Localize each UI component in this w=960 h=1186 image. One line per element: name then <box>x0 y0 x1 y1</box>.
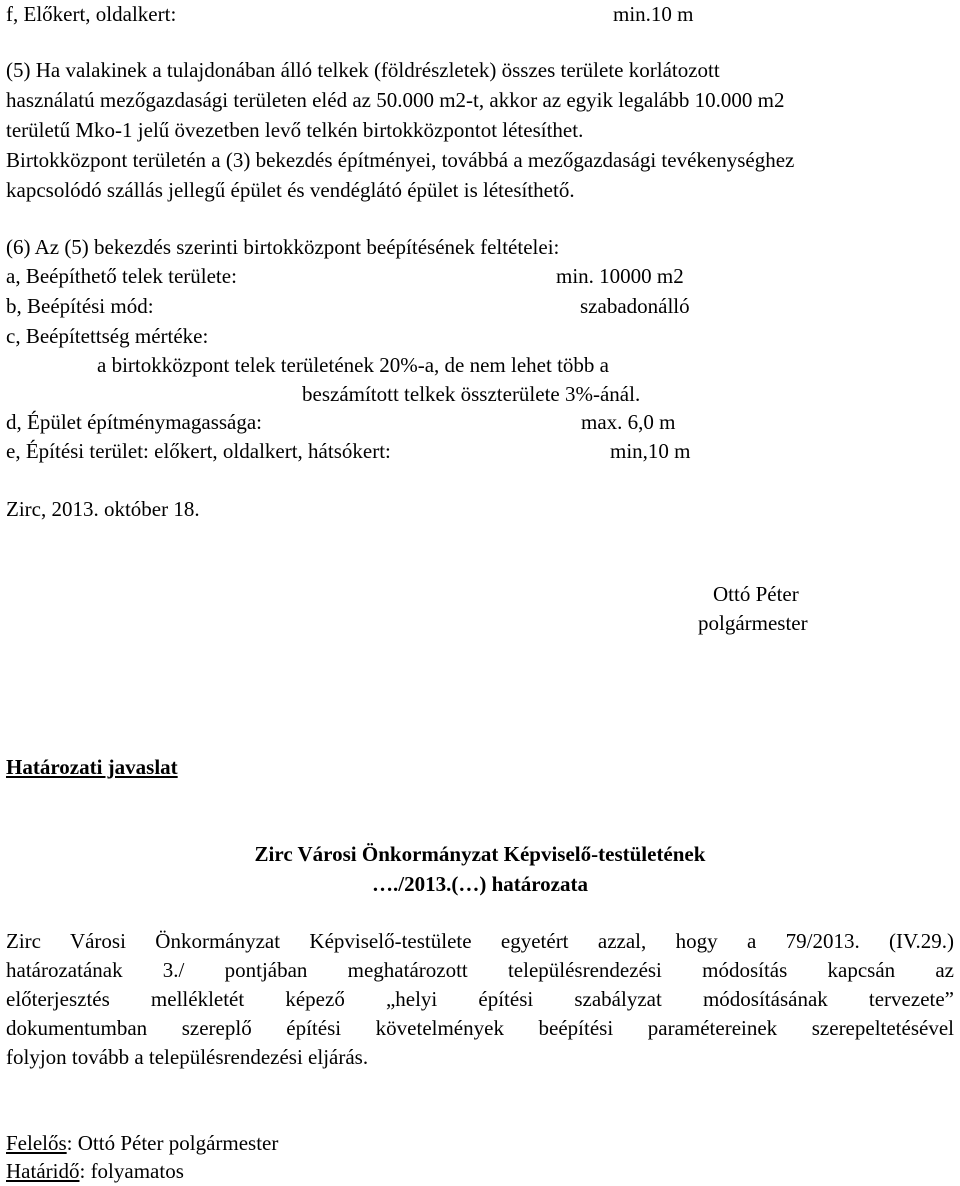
para5-line-1: (5) Ha valakinek a tulajdonában álló telkek (földrészletek) összes területe korlátozott <box>6 58 720 82</box>
resolution-text-line-3: előterjesztés mellékletét képező „helyi építési szabályzat módosításának tervezete” <box>6 987 954 1011</box>
para5-line-4: Birtokközpont területén a (3) bekezdés építményei, továbbá a mezőgazdasági tevékenységhez <box>6 148 795 172</box>
item-f-label: f, Előkert, oldalkert: <box>6 2 177 26</box>
item-f-value: min.10 m <box>613 2 694 26</box>
item-a-label: a, Beépíthető telek területe: <box>6 264 237 288</box>
responsible-label: Felelős <box>6 1131 67 1155</box>
item-c-line-2: beszámított telkek összterülete 3%-ánál. <box>302 382 641 406</box>
resolution-text-line-1: Zirc Városi Önkormányzat Képviselő-testülete egyetért azzal, hogy a 79/2013. (IV.29.) <box>6 929 954 953</box>
deadline-value: : folyamatos <box>79 1159 184 1183</box>
resolution-number: …./2013.(…) határozata <box>372 872 588 896</box>
item-c-line-1: a birtokközpont telek területének 20%-a, de nem lehet több a <box>97 353 609 377</box>
item-d-label: d, Épület építménymagassága: <box>6 410 263 434</box>
deadline-line <box>6 1161 184 1182</box>
item-c-label: c, Beépítettség mértéke: <box>6 324 209 348</box>
para5-line-5: kapcsolódó szállás jellegű épület és vendéglátó épület is létesíthető. <box>6 178 575 202</box>
resolution-text-line-4: dokumentumban szereplő építési követelmények beépítési paramétereinek szerepeltetésével <box>6 1016 954 1040</box>
resolution-text-line-5: folyjon tovább a településrendezési eljárás. <box>6 1045 369 1069</box>
item-b-value: szabadonálló <box>580 294 690 318</box>
item-e-value: min,10 m <box>610 439 691 463</box>
item-d-value: max. 6,0 m <box>581 410 676 434</box>
para5-line-2: használatú mezőgazdasági területen eléd az 50.000 m2-t, akkor az egyik legalább 10.000 m2 <box>6 88 785 112</box>
proposal-heading: Határozati javaslat <box>6 755 178 779</box>
item-a-value: min. 10000 m2 <box>556 264 684 288</box>
resolution-issuer: Zirc Városi Önkormányzat Képviselő-testületének <box>254 842 706 866</box>
item-e-label: e, Építési terület: előkert, oldalkert, hátsókert: <box>6 439 391 463</box>
resolution-text-line-2: határozatának 3./ pontjában meghatározott településrendezési módosítás kapcsán az <box>6 958 954 982</box>
signature-name: Ottó Péter <box>713 582 799 606</box>
item-b-label: b, Beépítési mód: <box>6 294 154 318</box>
responsible-line <box>6 1133 278 1154</box>
para5-line-3: területű Mko-1 jelű övezetben levő telkén birtokközpontot létesíthet. <box>6 118 584 142</box>
responsible-value: : Ottó Péter polgármester <box>66 1131 279 1155</box>
place-date: Zirc, 2013. október 18. <box>6 497 200 521</box>
deadline-label: Határidő <box>6 1159 80 1183</box>
signature-title: polgármester <box>698 611 808 635</box>
para6-intro: (6) Az (5) bekezdés szerinti birtokközpont beépítésének feltételei: <box>6 235 560 259</box>
